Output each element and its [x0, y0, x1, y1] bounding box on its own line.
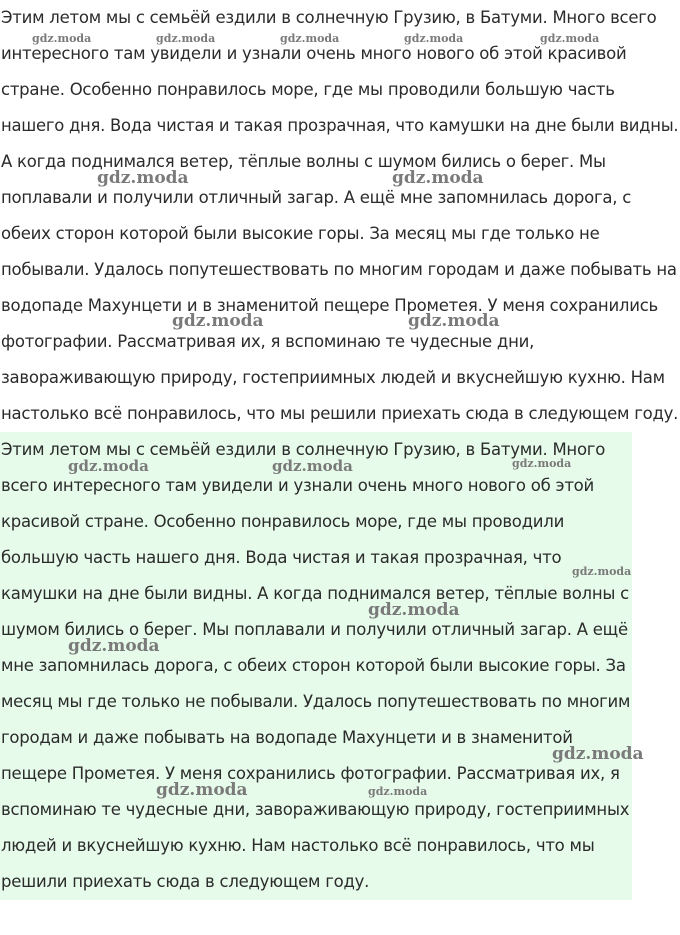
watermark: gdz.moda	[408, 311, 500, 331]
answer-line: месяц мы где только не побывали. Удалось попутешествовать по многим	[1, 692, 631, 711]
answer-line: пещере Прометея. У меня сохранились фотографии. Рассматривая их, я	[1, 764, 620, 783]
watermark: gdz.moda	[392, 168, 484, 188]
watermark: gdz.moda	[68, 457, 149, 475]
answer-line: большую часть нашего дня. Вода чистая и такая прозрачная, что	[1, 548, 562, 567]
answer-line: камушки на дне были видны. А когда поднимался ветер, тёплые волны с	[1, 584, 629, 603]
answer-line: городам и даже побывать на водопаде Махунцети и в знаменитой	[1, 728, 573, 747]
original-line: фотографии. Рассматривая их, я вспоминаю те чудесные дни,	[1, 332, 535, 351]
original-line: настолько всё понравилось, что мы решили приехать сюда в следующем году.	[1, 404, 679, 423]
watermark: gdz.moda	[572, 565, 632, 578]
original-line: обеих сторон которой были высокие горы. За месяц мы где только не	[1, 224, 600, 243]
answer-line: красивой стране. Особенно понравилось море, где мы проводили	[1, 512, 565, 531]
watermark: gdz.moda	[272, 457, 353, 475]
original-line: Этим летом мы с семьёй ездили в солнечную Грузию, в Батуми. Много всего	[1, 8, 657, 27]
watermark: gdz.moda	[368, 600, 460, 620]
answer-line: Этим летом мы с семьёй ездили в солнечную Грузию, в Батуми. Много	[1, 440, 606, 459]
original-line: водопаде Махунцети и в знаменитой пещере Прометея. У меня сохранились	[1, 296, 659, 315]
watermark: gdz.moda	[172, 311, 264, 331]
watermark: gdz.moda	[368, 785, 428, 798]
original-line: побывали. Удалось попутешествовать по многим городам и даже побывать на	[1, 260, 677, 279]
watermark: gdz.moda	[97, 168, 189, 188]
answer-line: шумом бились о берег. Мы поплавали и получили отличный загар. А ещё	[1, 620, 628, 639]
original-line: поплавали и получили отличный загар. А ещё мне запомнилась дорога, с	[1, 188, 632, 207]
original-line: завораживающую природу, гостеприимных людей и вкуснейшую кухню. Нам	[1, 368, 665, 387]
watermark: gdz.moda	[156, 32, 216, 45]
watermark: gdz.moda	[540, 32, 600, 45]
answer-line: вспоминаю те чудесные дни, завораживающую природу, гостеприимных	[1, 800, 630, 819]
original-line: стране. Особенно понравилось море, где мы проводили большую часть	[1, 80, 615, 99]
original-line: интересного там увидели и узнали очень много нового об этой красивой	[1, 44, 627, 63]
original-line: А когда поднимался ветер, тёплые волны с шумом бились о берег. Мы	[1, 152, 606, 171]
answer-line: всего интересного там увидели и узнали очень много нового об этой	[1, 476, 594, 495]
answer-line: решили приехать сюда в следующем году.	[1, 872, 370, 891]
watermark: gdz.moda	[156, 780, 248, 800]
watermark: gdz.moda	[32, 32, 92, 45]
watermark: gdz.moda	[552, 744, 644, 764]
watermark: gdz.moda	[512, 457, 572, 470]
answer-text-block	[0, 432, 632, 900]
original-line: нашего дня. Вода чистая и такая прозрачная, что камушки на дне были видны.	[1, 116, 679, 135]
original-text-block	[0, 0, 680, 432]
watermark: gdz.moda	[404, 32, 464, 45]
watermark: gdz.moda	[280, 32, 340, 45]
watermark: gdz.moda	[68, 636, 160, 656]
answer-line: мне запомнилась дорога, с обеих сторон которой были высокие горы. За	[1, 656, 626, 675]
answer-line: людей и вкуснейшую кухню. Нам настолько всё понравилось, что мы	[1, 836, 595, 855]
